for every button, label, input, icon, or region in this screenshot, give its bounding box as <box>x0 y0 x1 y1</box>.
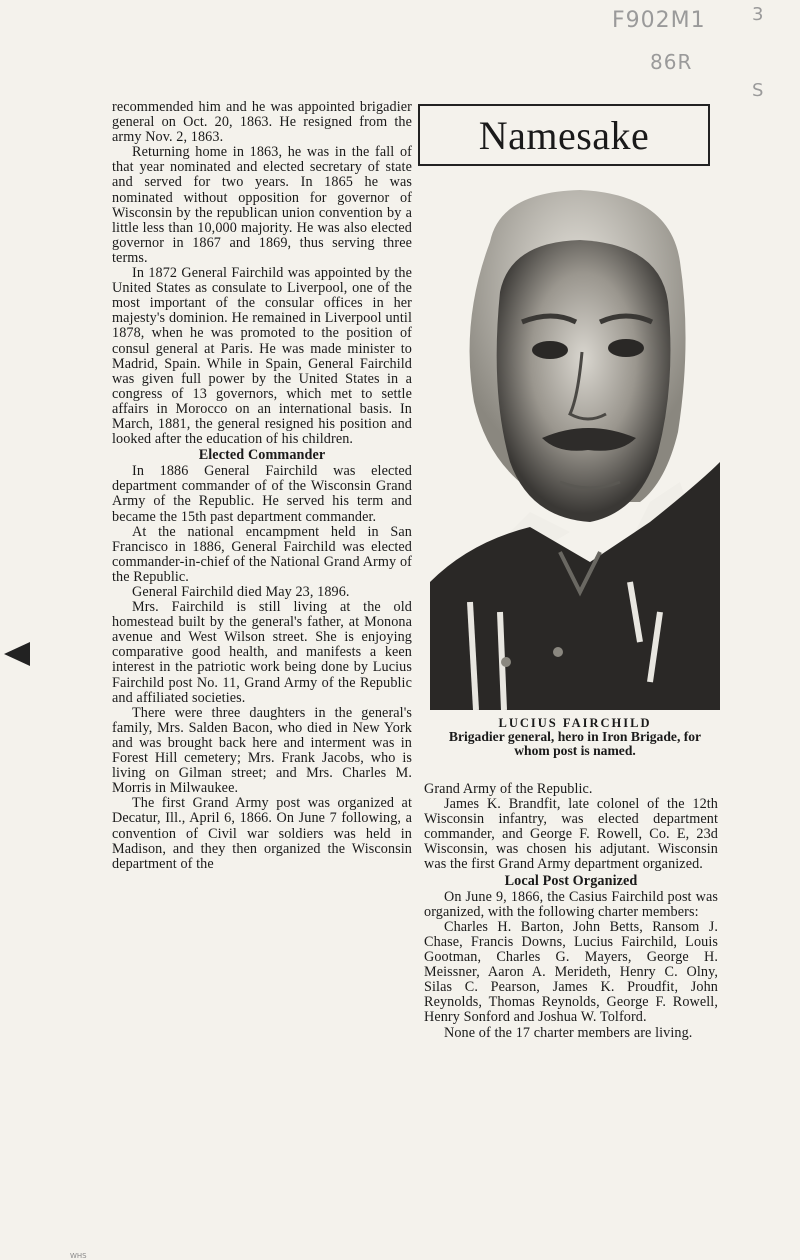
section-subhead: Elected Commander <box>198 447 326 464</box>
article-paragraph: On June 9, 1866, the Casius Fairchild post was organized, with the following charter members: <box>424 888 718 920</box>
article-paragraph: General Fairchild died May 23, 1896. <box>132 584 350 600</box>
article-paragraph: The first Grand Army post was organized at Decatur, Ill., April 6, 1866. On June 7 following, a convention of Civil war soldiers was held in Madison, and they then organized the Wisconsin department of the <box>112 795 412 872</box>
article-paragraph: None of the 17 charter members are living. <box>444 1024 693 1041</box>
handwritten-page-number: 3 <box>752 4 765 25</box>
article-paragraph: recommended him and he was appointed brigadier general on Oct. 20, 1863. He resigned from the army Nov. 2, 1863. <box>112 99 412 146</box>
photo-caption <box>430 716 720 758</box>
article-paragraph: Mrs. Fairchild is still living at the old homestead built by the general's father, at Monona avenue and West Wilson street. She is enjoying comparative good health, and manifests a keen interest in the patriotic work being done by Lucius Fairchild post No. 11, Grand Army of the Republic and affiliated societies. <box>112 599 412 706</box>
article-paragraph: At the national encampment held in San Francisco in 1886, General Fairchild was elected commander-in-chief of the National Grand Army of the Republic. <box>112 523 412 585</box>
article-paragraph: In 1886 General Fairchild was elected department commander of of the Wisconsin Grand Army of the Republic. He served his term and became the 15th past department commander. <box>112 463 412 525</box>
footer-mark: WHS <box>70 1252 87 1260</box>
caption-description: Brigadier general, hero in Iron Brigade, for whom post is named. <box>448 729 702 758</box>
headline-box <box>418 104 710 166</box>
article-paragraph: Grand Army of the Republic. <box>424 781 593 797</box>
article-paragraph: There were three daughters in the general's family, Mrs. Salden Bacon, who died in New York and was brought back here and interment was in Forest Hill cemetery; Mrs. Frank Jacobs, who is living on Gilman street; and Mrs. Charles M. Morris in Milwaukee. <box>112 704 412 797</box>
article-paragraph: James K. Brandfit, late colonel of the 12th Wisconsin infantry, was elected department commander, and George F. Rowell, Co. E, 23d Wisconsin, was chosen his adjutant. Wisconsin was the first Grand Army department organized. <box>424 796 718 873</box>
article-paragraph: In 1872 General Fairchild was appointed by the United States as consulate to Liverpool, one of the most important of the consular offices in her majesty's dominion. He remained in Liverpool until 1878, when he was promoted to the position of consul general at Paris. He was made minister to Madrid, Spain. While in Spain, General Fairchild was given full power by the United States in a congress of 13 governors, which met to settle affairs in Morocco on an international basis. In March, 1881, the general resigned his position and looked after the education of his children. <box>112 265 412 448</box>
article-paragraph: Charles H. Barton, John Betts, Ransom J. Chase, Francis Downs, Lucius Fairchild, Louis Gootman, Charles G. Mayers, George H. Meissner, Aaron A. Merideth, Henry C. Olny, Silas C. Pearson, James K. Proudfit, John Reynolds, Thomas Reynolds, George F. Rowell, Henry Sonford and Joshua W. Tolford. <box>424 918 718 1026</box>
handwritten-mark: S <box>752 80 765 101</box>
portrait-photo <box>430 182 720 710</box>
article-left-column <box>112 100 412 872</box>
article-right-column <box>424 782 718 1041</box>
headline: Namesake <box>478 112 650 158</box>
caption-name: LUCIUS FAIRCHILD <box>498 716 652 730</box>
handwritten-catalog-note: F902M1 <box>612 8 706 33</box>
handwritten-catalog-note-2: 86R <box>650 50 693 74</box>
margin-arrow-icon <box>4 642 30 666</box>
article-paragraph: Returning home in 1863, he was in the fall of that year nominated and elected secretary of state and served for two years. In 1865 he was nominated without opposition for governor of Wisconsin by the republican union convention by a little less than 10,000 majority. He was also elected governor in 1867 and 1869, thus serving three terms. <box>112 144 412 266</box>
section-subhead: Local Post Organized <box>504 872 638 889</box>
